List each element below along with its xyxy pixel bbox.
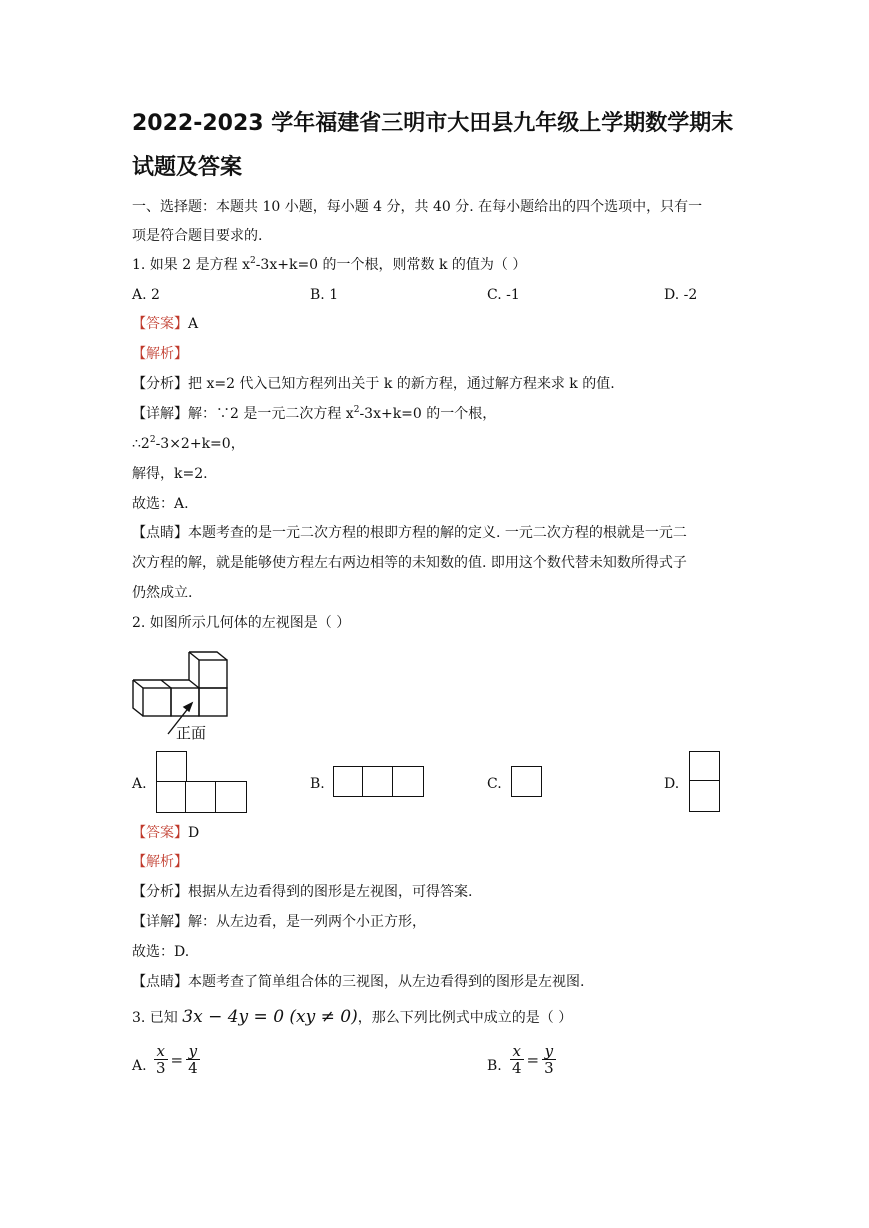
q1-dianjing-tag: 【点睛】 xyxy=(132,525,188,541)
q2-dianjing-tag: 【点睛】 xyxy=(132,974,188,990)
q3-option-a-label: A. xyxy=(132,1058,147,1074)
q3-option-a-eq: = xyxy=(170,1050,184,1069)
q2-fenxi-tag: 【分析】 xyxy=(132,884,188,900)
q1-xiangjie xyxy=(132,404,496,424)
q2-option-b-square xyxy=(392,766,424,797)
q1-dianjing-line-1 xyxy=(132,523,687,543)
q2-option-a-square xyxy=(156,781,187,813)
q2-front-label: 正面 xyxy=(176,724,207,742)
q1-step1-exponent: 2 xyxy=(149,435,156,445)
q2-analysis-tag: 【解析】 xyxy=(132,854,188,870)
q1-answer-tag: 【答案】 xyxy=(132,316,188,332)
q2-choose: 故选：D. xyxy=(132,944,190,960)
q2-option-c-label: C. xyxy=(487,776,502,792)
q1-option-a: A. 2 xyxy=(132,287,160,303)
q1-dianjing-line-2: 次方程的解，就是能够使方程左右两边相等的未知数的值. 即用这个数代替未知数所得式子 xyxy=(132,555,687,571)
q2-cube-stack xyxy=(133,652,227,716)
q2-option-a-square xyxy=(156,751,187,783)
q1-stem xyxy=(132,255,526,275)
q1-dianjing-line-3: 仍然成立. xyxy=(132,585,193,601)
q2-dianjing-text: 本题考查了简单组合体的三视图，从左边看得到的图形是左视图. xyxy=(188,974,585,990)
q1-option-d: D. -2 xyxy=(664,287,698,303)
q3-option-a-num-2: y xyxy=(186,1043,200,1060)
q2-option-b-label: B. xyxy=(310,776,325,792)
q2-option-d-label: D. xyxy=(664,776,680,792)
q1-fenxi-text: 把 x=2 代入已知方程列出关于 k 的新方程，通过解方程来求 k 的值. xyxy=(188,376,615,392)
q1-answer xyxy=(132,314,198,334)
q1-option-c: C. -1 xyxy=(487,287,520,303)
q1-choose: 故选：A. xyxy=(132,496,189,512)
page-title-line-2: 试题及答案 xyxy=(132,155,243,180)
q3-option-b-formula xyxy=(510,1043,556,1076)
q3-option-a-den-2: 4 xyxy=(188,1059,198,1077)
q1-xiangjie-a: 解：∵2 是一元二次方程 x xyxy=(188,406,354,422)
q3-option-b-frac-1 xyxy=(510,1043,524,1076)
q1-fenxi xyxy=(132,374,615,394)
q2-option-b-figure xyxy=(333,766,424,797)
q2-answer-tag: 【答案】 xyxy=(132,825,188,841)
q3-option-a-den-1: 3 xyxy=(156,1059,166,1077)
section-heading-line-2: 项是符合题目要求的. xyxy=(132,228,263,244)
q1-stem-part-b: -3x+k=0 的一个根，则常数 k 的值为（ ） xyxy=(255,257,527,273)
q3-option-a-num-1: x xyxy=(154,1043,168,1060)
q2-answer xyxy=(132,823,199,843)
q1-fenxi-tag: 【分析】 xyxy=(132,376,188,392)
q1-step-1 xyxy=(132,434,245,454)
q2-option-c-figure xyxy=(511,766,542,797)
q2-xiangjie xyxy=(132,912,426,932)
q1-step1-a: ∴2 xyxy=(132,436,150,452)
q3-stem-part-a: 3. 已知 xyxy=(132,1010,178,1026)
q3-option-b-num-1: x xyxy=(510,1043,524,1060)
q2-option-a-square xyxy=(215,781,247,813)
q3-option-a-frac-2 xyxy=(186,1043,200,1076)
q2-stem: 2. 如图所示几何体的左视图是（ ） xyxy=(132,615,351,631)
q1-option-b: B. 1 xyxy=(310,287,339,303)
q1-dianjing-text-1: 本题考查的是一元二次方程的根即方程的解的定义. 一元二次方程的根就是一元二 xyxy=(188,525,687,541)
q3-option-a-frac-1 xyxy=(154,1043,168,1076)
q1-xiangjie-exponent: 2 xyxy=(353,405,360,415)
q3-option-b-den-1: 4 xyxy=(512,1059,522,1077)
q1-answer-value: A xyxy=(188,316,199,332)
section-heading-line-1: 一、选择题：本题共 10 小题，每小题 4 分，共 40 分. 在每小题给出的四个选项中，只有一 xyxy=(132,199,703,215)
q3-stem-part-b: ，那么下列比例式中成立的是（ ） xyxy=(357,1010,573,1026)
q3-option-b-den-2: 3 xyxy=(544,1059,554,1077)
q2-option-a-square xyxy=(185,781,217,813)
q1-step1-b: -3×2+k=0， xyxy=(155,436,245,452)
q3-option-b-frac-2 xyxy=(542,1043,556,1076)
q2-option-c-square xyxy=(511,766,542,797)
q3-option-b-eq: = xyxy=(526,1050,540,1069)
q3-option-a-formula xyxy=(154,1043,200,1076)
q2-dianjing xyxy=(132,972,584,992)
q2-xiangjie-tag: 【详解】 xyxy=(132,914,188,930)
q1-xiangjie-b: -3x+k=0 的一个根， xyxy=(359,406,497,422)
q2-xiangjie-text: 解：从左边看，是一列两个小正方形， xyxy=(188,914,426,930)
q2-option-d-square xyxy=(689,751,720,782)
q1-xiangjie-tag: 【详解】 xyxy=(132,406,188,422)
q2-fenxi-text: 根据从左边看得到的图形是左视图，可得答案. xyxy=(188,884,473,900)
q2-option-d-figure xyxy=(689,751,720,812)
q3-stem xyxy=(132,1005,572,1030)
q1-stem-exponent: 2 xyxy=(249,256,256,266)
q3-option-b-num-2: y xyxy=(542,1043,556,1060)
q2-answer-value: D xyxy=(188,825,200,841)
q1-analysis-tag: 【解析】 xyxy=(132,346,188,362)
q2-option-a-label: A. xyxy=(132,776,147,792)
q3-formula: 3x − 4y = 0 (xy ≠ 0) xyxy=(182,1007,358,1027)
q2-fenxi xyxy=(132,882,472,902)
q2-option-b-square xyxy=(362,766,394,797)
q3-option-b-label: B. xyxy=(487,1058,502,1074)
q1-stem-part-a: 1. 如果 2 是方程 x xyxy=(132,257,250,273)
page-title-line-1: 2022-2023 学年福建省三明市大田县九年级上学期数学期末 xyxy=(132,111,734,136)
q1-step-2: 解得，k=2. xyxy=(132,466,208,482)
q2-option-a-figure xyxy=(156,751,248,813)
q2-option-b-square xyxy=(333,766,364,797)
q2-option-d-square xyxy=(689,780,720,812)
